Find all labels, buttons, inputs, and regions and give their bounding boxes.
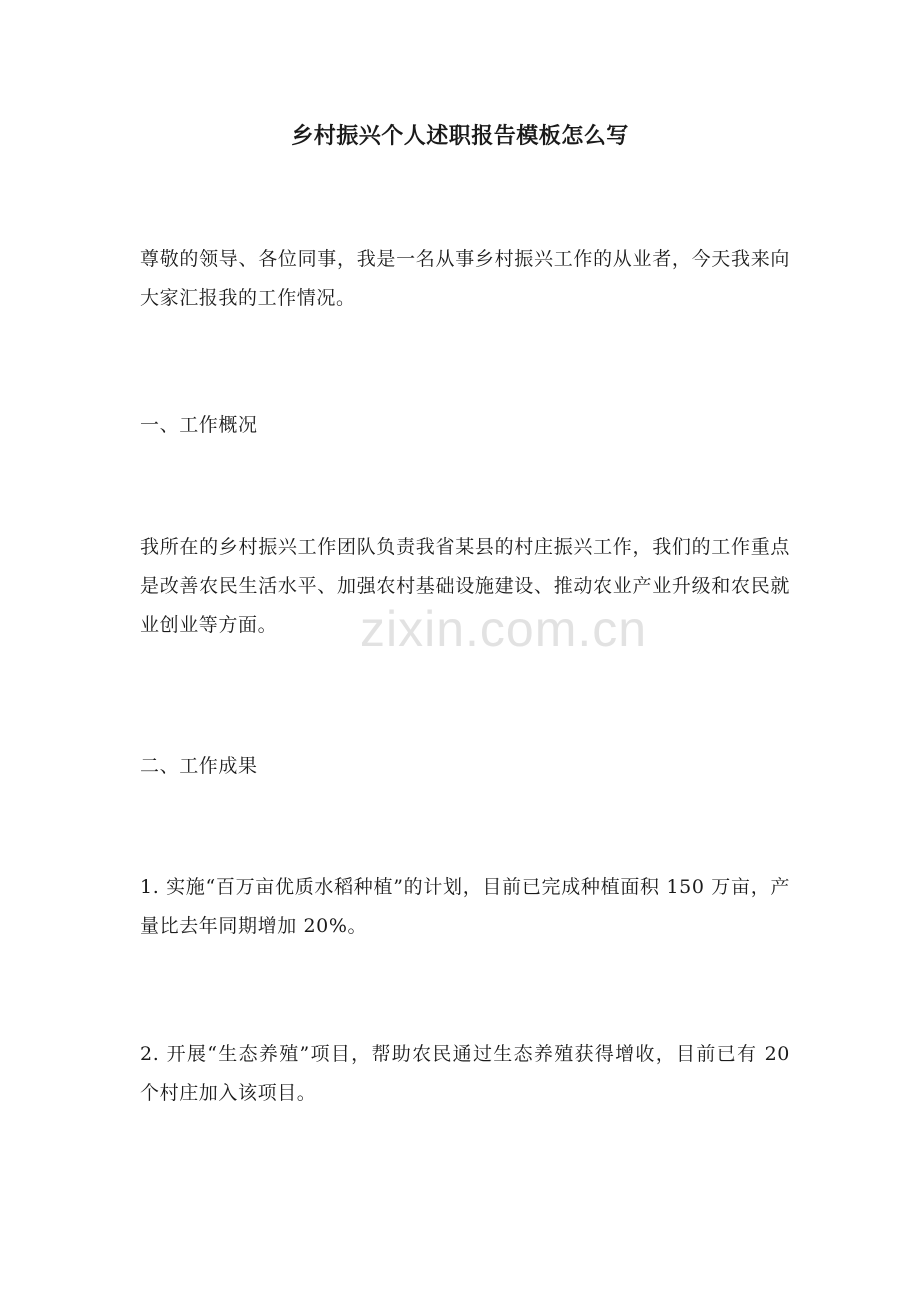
document-title: 乡村振兴个人述职报告模板怎么写 bbox=[291, 123, 629, 149]
section-heading-results: 二、工作成果 bbox=[140, 755, 258, 777]
result-item-1: 1. 实施“百万亩优质水稻种植”的计划，目前已完成种植面积 150 万亩，产量比去年同期增加 20%。 bbox=[140, 876, 790, 937]
watermark: zixin.com.cn bbox=[360, 601, 648, 657]
intro-paragraph: 尊敬的领导、各位同事，我是一名从事乡村振兴工作的从业者，今天我来向大家汇报我的工作情况。 bbox=[140, 248, 790, 309]
overview-paragraph: 我所在的乡村振兴工作团队负责我省某县的村庄振兴工作，我们的工作重点是改善农民生活水平、加强农村基础设施建设、推动农业产业升级和农民就业创业等方面。 bbox=[140, 536, 790, 636]
section-heading-overview: 一、工作概况 bbox=[140, 414, 258, 436]
result-item-2: 2. 开展“生态养殖”项目，帮助农民通过生态养殖获得增收，目前已有 20 个村庄加入该项目。 bbox=[140, 1043, 790, 1104]
